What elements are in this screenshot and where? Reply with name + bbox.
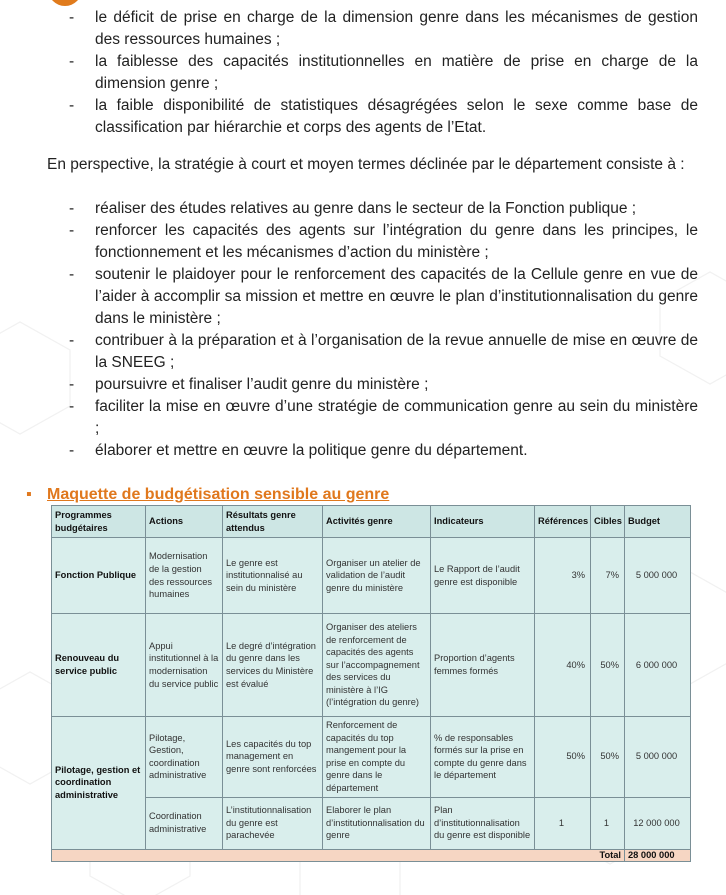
column-header-cibles: Cibles — [591, 506, 625, 538]
budget-cell: 12 000 000 — [625, 797, 691, 849]
column-header-resultats: Résultats genre attendus — [223, 506, 323, 538]
list-item: - soutenir le plaidoyer pour le renforcement des capacités de la Cellule genre en vue de l’aider à accomplir sa mission et mettre en œuvre le plan d’institutionnalisation du genre dans le ministère ; — [69, 266, 698, 327]
column-header-indicateurs: Indicateurs — [431, 506, 535, 538]
budget-cell: 5 000 000 — [625, 717, 691, 798]
cible-cell: 7% — [591, 538, 625, 614]
section-title: Maquette de budgétisation sensible au genre — [47, 486, 390, 503]
programme-cell: Pilotage, gestion et coordination administrative — [52, 717, 146, 850]
indicateur-cell: % de responsables formés sur la prise en compte du genre dans le département — [431, 717, 535, 798]
resultat-cell: Le genre est institutionnalisé au sein du ministère — [223, 538, 323, 614]
strategy-list — [66, 198, 698, 462]
column-header-budget: Budget — [625, 506, 691, 538]
list-item: - le déficit de prise en charge de la dimension genre dans les mécanismes de gestion des ressources humaines ; — [69, 9, 698, 48]
column-header-references: Références — [535, 506, 591, 538]
column-header-actions: Actions — [146, 506, 223, 538]
cible-cell: 50% — [591, 717, 625, 798]
indicateur-cell: Plan d’institutionnalisation du genre est disponible — [431, 797, 535, 849]
column-header-programmes: Programmes budgétaires — [52, 506, 146, 538]
list-item: - faciliter la mise en œuvre d’une stratégie de communication genre au sein du ministère ; — [69, 398, 698, 437]
table-row — [52, 717, 691, 798]
orange-corner-decoration — [48, 0, 82, 6]
constraints-list — [66, 7, 698, 139]
budget-cell: 6 000 000 — [625, 614, 691, 717]
cible-cell: 50% — [591, 614, 625, 717]
table-total-row — [52, 849, 691, 861]
table-row — [52, 797, 691, 849]
perspective-paragraph: En perspective, la stratégie à court et moyen termes déclinée par le département consiste à : — [47, 156, 685, 173]
table-row — [52, 538, 691, 614]
programme-cell: Fonction Publique — [52, 538, 146, 614]
reference-cell: 50% — [535, 717, 591, 798]
budget-cell: 5 000 000 — [625, 538, 691, 614]
list-item: - la faible disponibilité de statistiques désagrégées selon le sexe comme base de classification par hiérarchie et corps des agents de l’Etat. — [69, 97, 698, 136]
action-cell: Modernisation de la gestion des ressources humaines — [146, 538, 223, 614]
square-bullet-icon: ▪ — [26, 486, 32, 503]
total-value: 28 000 000 — [625, 849, 691, 861]
resultat-cell: L’institutionnalisation du genre est parachevée — [223, 797, 323, 849]
action-cell: Appui institutionnel à la modernisation du service public — [146, 614, 223, 717]
table-row — [52, 614, 691, 717]
reference-cell: 3% — [535, 538, 591, 614]
list-item: - contribuer à la préparation et à l’organisation de la revue annuelle de mise en œuvre de la SNEEG ; — [69, 332, 698, 371]
indicateur-cell: Proportion d’agents femmes formés — [431, 614, 535, 717]
activite-cell: Renforcement de capacités du top mangement pour la prise en compte du genre dans le département — [323, 717, 431, 798]
activite-cell: Elaborer le plan d’institutionnalisation du genre — [323, 797, 431, 849]
list-item: - élaborer et mettre en œuvre la politique genre du département. — [69, 442, 528, 459]
budget-table — [51, 505, 691, 862]
action-cell: Coordination administrative — [146, 797, 223, 849]
resultat-cell: Le degré d’intégration du genre dans les services du Ministère est évalué — [223, 614, 323, 717]
reference-cell: 1 — [535, 797, 591, 849]
reference-cell: 40% — [535, 614, 591, 717]
table-header-row — [52, 506, 691, 538]
resultat-cell: Les capacités du top management en genre sont renforcées — [223, 717, 323, 798]
action-cell: Pilotage, Gestion, coordination administrative — [146, 717, 223, 798]
list-item: - la faiblesse des capacités institutionnelles en matière de prise en charge de la dimension genre ; — [69, 53, 698, 92]
list-item: - poursuivre et finaliser l’audit genre du ministère ; — [69, 376, 429, 393]
column-header-activites: Activités genre — [323, 506, 431, 538]
cible-cell: 1 — [591, 797, 625, 849]
activite-cell: Organiser des ateliers de renforcement de capacités des agents sur l’accompagnement des services du ministère à l’IG (l’intégration du genre) — [323, 614, 431, 717]
list-item: - renforcer les capacités des agents sur l’intégration du genre dans les principes, le fonctionnement et les mécanismes d’action du ministère ; — [69, 222, 698, 261]
indicateur-cell: Le Rapport de l’audit genre est disponible — [431, 538, 535, 614]
list-item: - réaliser des études relatives au genre dans le secteur de la Fonction publique ; — [69, 200, 637, 217]
activite-cell: Organiser un atelier de validation de l’audit genre du ministère — [323, 538, 431, 614]
total-label: Total — [52, 849, 625, 861]
programme-cell: Renouveau du service public — [52, 614, 146, 717]
section-heading — [26, 486, 389, 504]
